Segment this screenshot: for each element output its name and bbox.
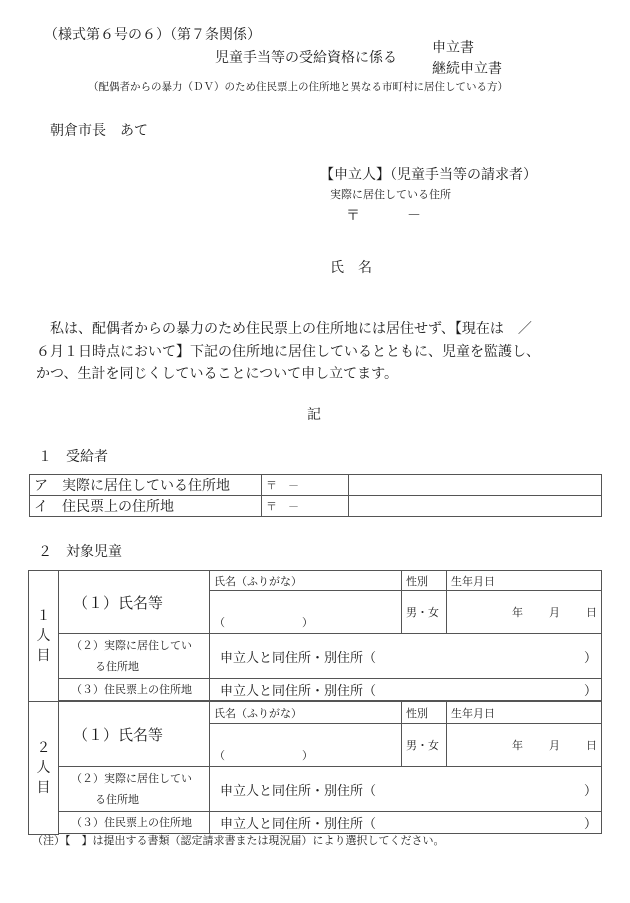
- postal-dash: －: [407, 208, 421, 224]
- child-2-dob-header: 生年月日: [447, 702, 602, 724]
- child-1-sex-header: 性別: [402, 571, 447, 591]
- document-subtitle: （配偶者からの暴力（ＤＶ）のため住民票上の住所地と異なる市町村に居住している方）: [88, 81, 508, 93]
- child-1-registered-address-text: 申立人と同住所・別住所（: [220, 684, 377, 699]
- child-1-actual-address-label-line-2: る住所地: [95, 660, 139, 673]
- child-2-dob-day: 日: [586, 739, 597, 752]
- recipient-table: [29, 474, 602, 517]
- recipient-actual-address-label: ア 実際に居住している住所地: [30, 475, 262, 496]
- child-2-name-input[interactable]: [210, 724, 402, 767]
- child-2-registered-address-value[interactable]: [210, 812, 602, 834]
- recipient-actual-address-value[interactable]: [349, 475, 602, 496]
- child-2-actual-address-label-line-2: る住所地: [95, 793, 139, 806]
- child-1-dob-month: 月: [549, 606, 560, 619]
- statement-line-2: ６月１日時点において】下記の住所地に居住しているとともに、児童を監護し、: [36, 344, 540, 360]
- table-row: [29, 702, 602, 724]
- document-title: 児童手当等の受給資格に係る: [215, 50, 397, 66]
- child-2-ordinal: ２人目: [29, 702, 59, 835]
- child-1-dob-input[interactable]: [447, 591, 602, 634]
- child-1-furigana-parens: （ ）: [214, 616, 313, 629]
- child-2-actual-address-label: [59, 767, 210, 812]
- child-1-actual-address-label: [59, 634, 210, 679]
- child-1-ordinal: １人目: [29, 571, 59, 702]
- child-2-actual-address-label-line-1: （２）実際に居住してい: [71, 772, 192, 785]
- footnote: （注）【 】は提出する書類（認定請求書または現況届）により選択してください。: [32, 834, 445, 847]
- addressee: 朝倉市長 あて: [50, 123, 148, 139]
- child-2-furigana-header: 氏名（ふりがな）: [210, 702, 402, 724]
- child-2-registered-address-text: 申立人と同住所・別住所（: [220, 817, 377, 832]
- recipient-registered-postal[interactable]: 〒 －: [262, 496, 349, 517]
- child-1-name-input[interactable]: [210, 591, 402, 634]
- postal-mark: 〒: [346, 208, 360, 224]
- child-1-registered-address-value[interactable]: [210, 679, 602, 701]
- section-1-title: １ 受給者: [38, 449, 108, 465]
- table-row: [30, 496, 602, 517]
- child-2-dob-input[interactable]: [447, 724, 602, 767]
- child-2-sex-options[interactable]: 男・女: [402, 724, 447, 767]
- child-2-dob-year: 年: [512, 739, 523, 752]
- close-paren: ）: [583, 684, 597, 699]
- recipient-actual-postal[interactable]: 〒 －: [262, 475, 349, 496]
- table-row: [29, 767, 602, 812]
- child-1-actual-address-value[interactable]: [210, 634, 602, 679]
- applicant-heading: 【申立人】（児童手当等の請求者）: [320, 167, 537, 183]
- children-table: [28, 570, 602, 835]
- child-1-dob-day: 日: [586, 606, 597, 619]
- child-1-name-label: （１）氏名等: [59, 571, 210, 634]
- table-row: [29, 634, 602, 679]
- table-row: [29, 812, 602, 834]
- child-2-sex-header: 性別: [402, 702, 447, 724]
- form-number: （様式第６号の６）（第７条関係）: [44, 27, 261, 43]
- child-1-registered-address-label: （３）住民票上の住所地: [59, 679, 210, 701]
- ki-heading: 記: [307, 407, 321, 423]
- child-2-name-label: （１）氏名等: [59, 702, 210, 767]
- child-1-dob-header: 生年月日: [447, 571, 602, 591]
- child-1-actual-address-label-line-1: （２）実際に居住してい: [71, 639, 192, 652]
- child-2-furigana-parens: （ ）: [214, 749, 313, 762]
- title-option-application: 申立書: [432, 40, 474, 56]
- child-2-registered-address-label: （３）住民票上の住所地: [59, 812, 210, 834]
- table-row: [29, 679, 602, 701]
- table-row: [30, 475, 602, 496]
- applicant-address-label: 実際に居住している住所: [330, 188, 451, 201]
- child-1-dob-year: 年: [512, 606, 523, 619]
- recipient-registered-address-value[interactable]: [349, 496, 602, 517]
- child-1-furigana-header: 氏名（ふりがな）: [210, 571, 402, 591]
- statement-line-1: 私は、配偶者からの暴力のため住民票上の住所地には居住せず、【現在は ／: [36, 321, 532, 337]
- child-1-sex-options[interactable]: 男・女: [402, 591, 447, 634]
- child-2-actual-address-text: 申立人と同住所・別住所（: [220, 783, 377, 799]
- table-row: [29, 571, 602, 591]
- child-2-actual-address-value[interactable]: [210, 767, 602, 812]
- close-paren: ）: [583, 783, 597, 799]
- section-2-title: ２ 対象児童: [38, 544, 122, 560]
- child-2-dob-month: 月: [549, 739, 560, 752]
- statement-line-3: かつ、生計を同じくしていることについて申し立てます。: [36, 366, 399, 382]
- child-1-actual-address-text: 申立人と同住所・別住所（: [220, 650, 377, 666]
- applicant-name-label: 氏 名: [330, 260, 372, 276]
- title-option-continuation: 継続申立書: [432, 61, 502, 77]
- recipient-registered-address-label: イ 住民票上の住所地: [30, 496, 262, 517]
- close-paren: ）: [583, 817, 597, 832]
- close-paren: ）: [583, 650, 597, 666]
